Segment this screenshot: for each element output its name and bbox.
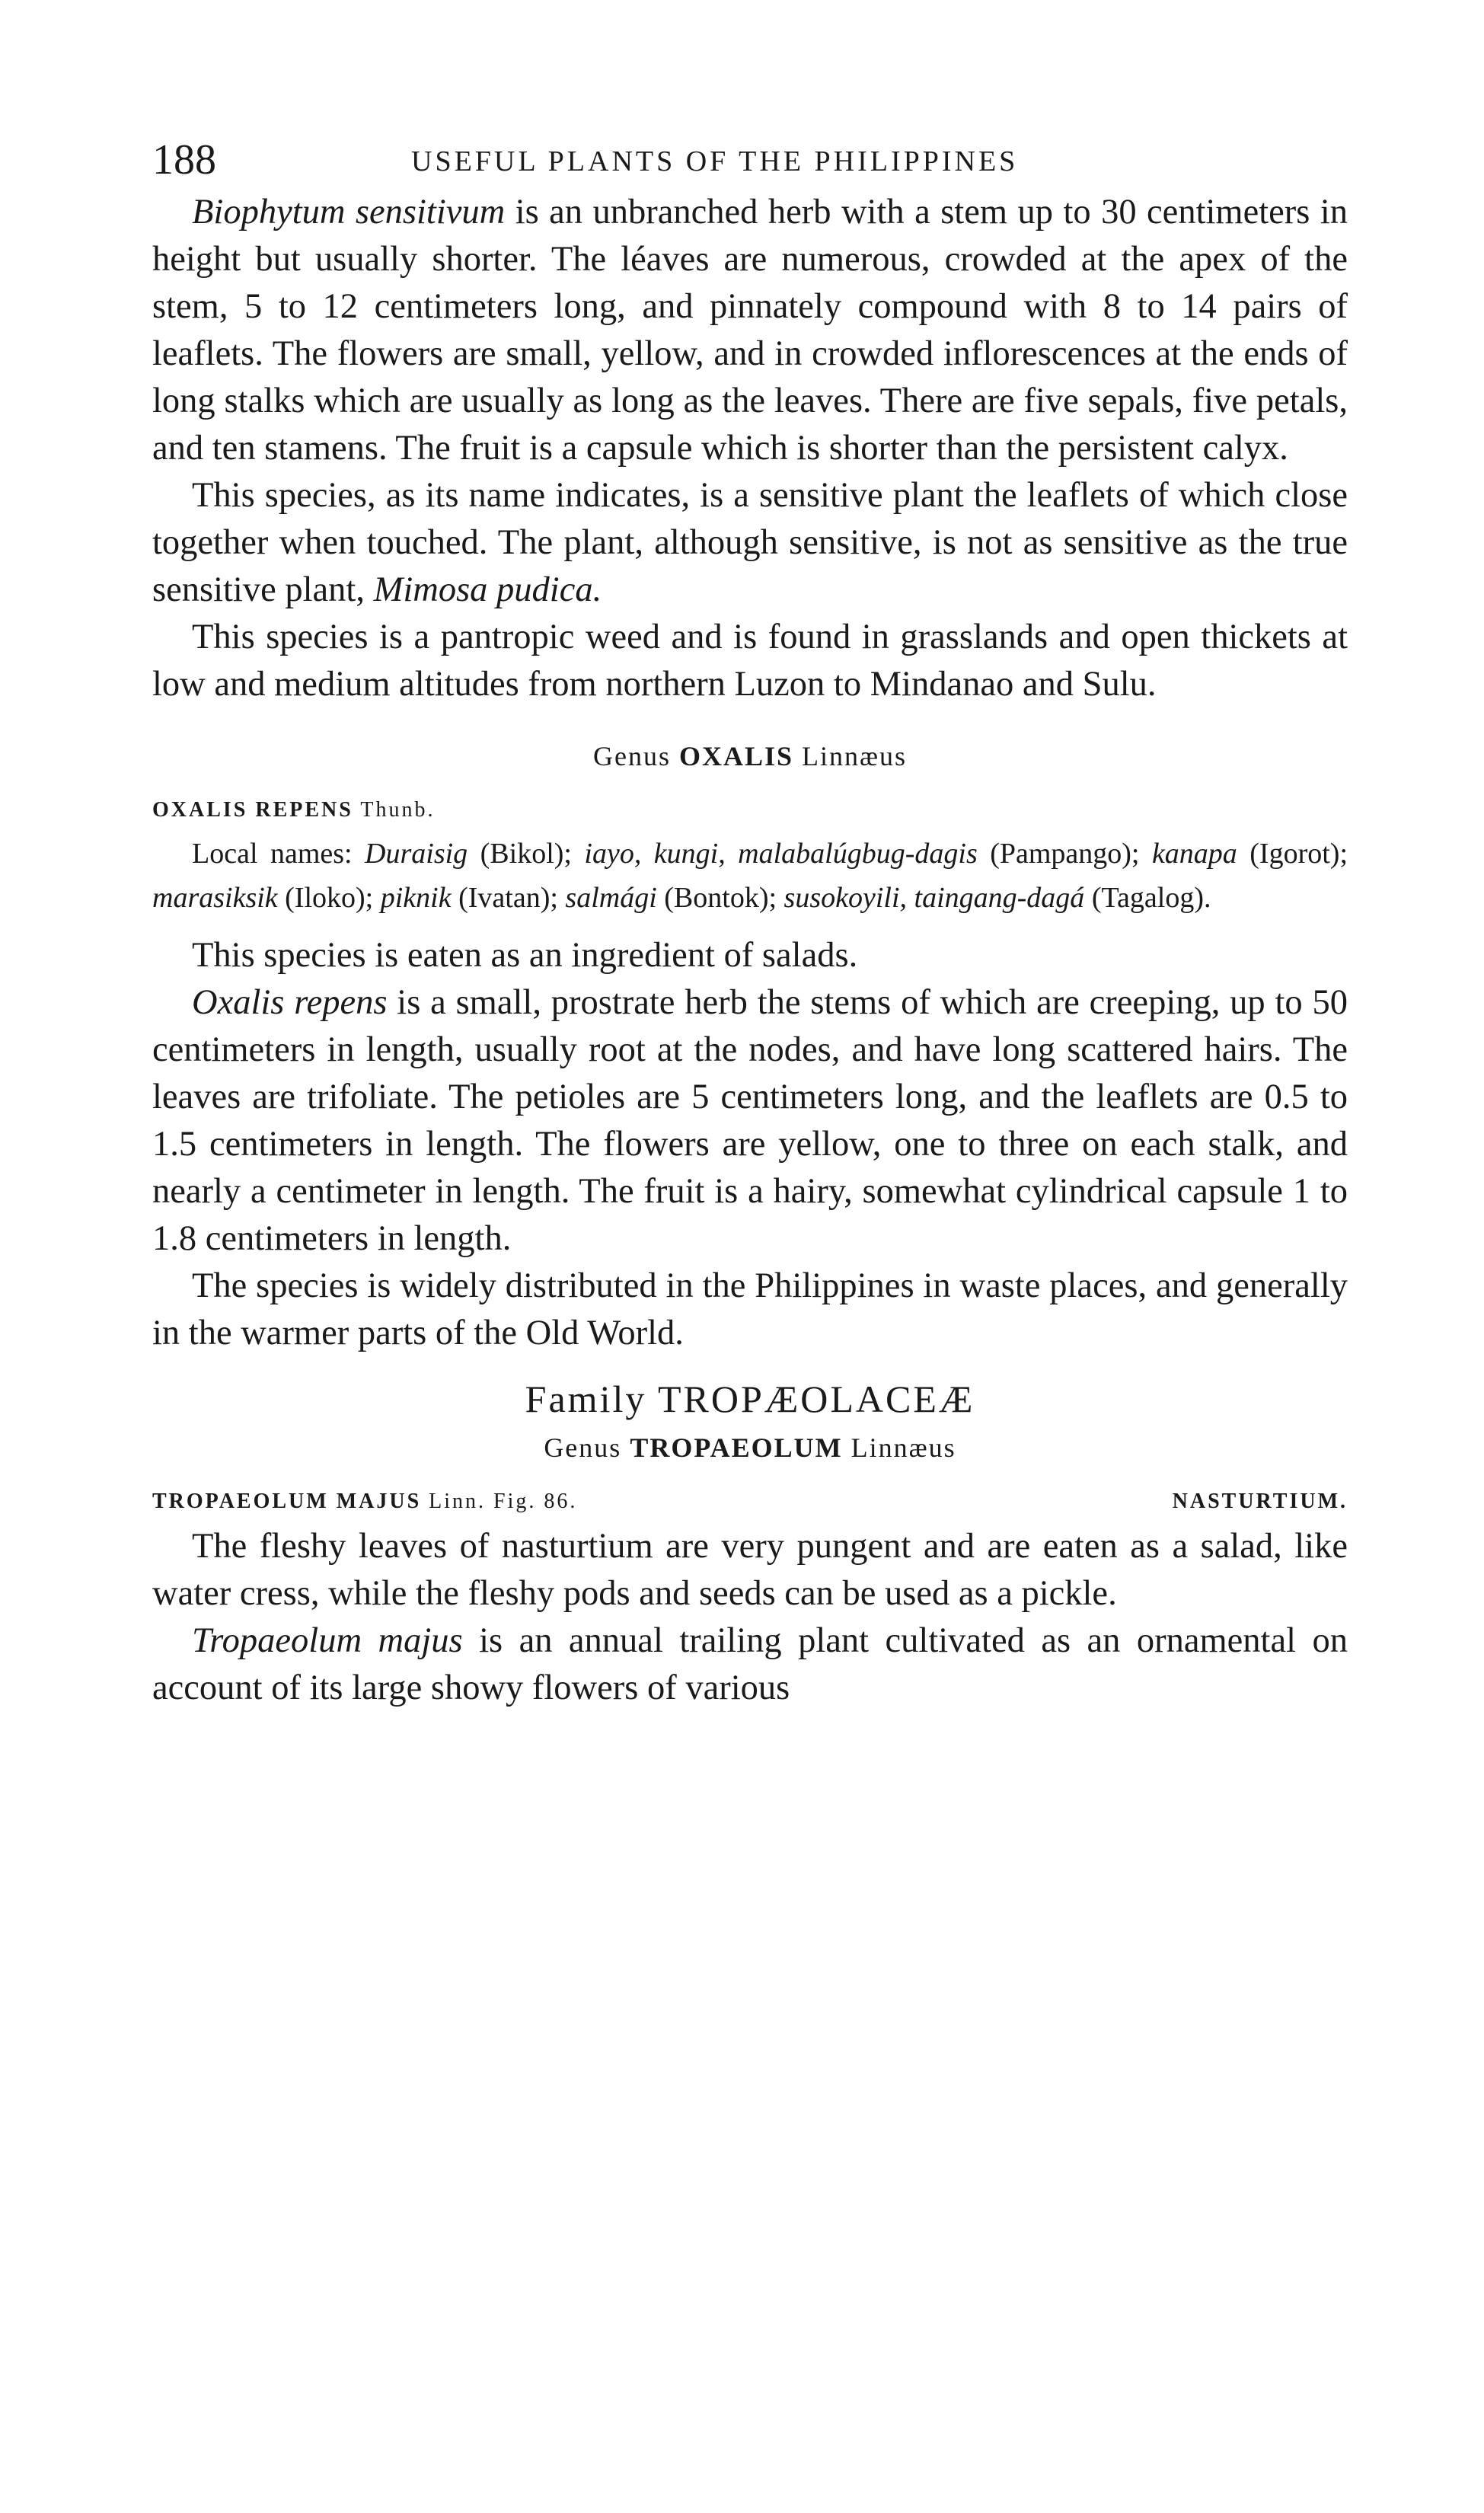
species-name: Oxalis repens xyxy=(192,983,388,1022)
oxalis-distribution: The species is widely distributed in the Philippines in waste places, and generally in the warmer parts of the Old World. xyxy=(152,1266,1348,1352)
species-name: Mimosa pudica. xyxy=(373,570,602,609)
paragraph-text: is an unbranched herb with a stem up to 30 centimeters in height but usually shorter. The léaves are numerous, crowded at the apex of the stem, 5 to 12 centimeters long, and pinnately compound with 8 to 14 pairs of leaflets. The flowers are small, yellow, and in crowded inflorescences at the ends of long stalks which are usually as long as the leaves. There are five sepals, five petals, and ten stamens. The fruit is a capsule which is shorter than the persistent calyx. xyxy=(152,193,1348,468)
genus-name: TROPAEOLUM xyxy=(630,1432,843,1463)
species-title: TROPAEOLUM MAJUS xyxy=(152,1490,422,1513)
paragraph-text: This species, as its name indicates, is a sensitive plant the leaflets of which close together when touched. The plant, although sensitive, is not as sensitive as the true sensitive plant, xyxy=(152,476,1348,609)
biophytum-distribution: This species is a pantropic weed and is found in grasslands and open thickets at low and medium altitudes from northern Luzon to Mindanao and Sulu. xyxy=(152,618,1348,704)
biophytum-description xyxy=(152,189,1348,472)
paragraph-text: is an annual trailing plant cultivated as an ornamental on account of its large showy flowers of various xyxy=(152,1621,1348,1707)
oxalis-description xyxy=(152,979,1348,1263)
running-head: USEFUL PLANTS OF THE PHILIPPINES xyxy=(411,145,1019,177)
genus-name: OXALIS xyxy=(678,741,794,771)
page-number: 188 xyxy=(152,136,216,184)
page-header xyxy=(152,114,1348,184)
biophytum-sensitivity xyxy=(152,472,1348,614)
genus-heading-oxalis: Genus OXALIS Linnæus xyxy=(592,741,908,771)
family-name: TROPÆOLACEÆ xyxy=(657,1378,975,1420)
local-names: Local names: Duraisig (Bikol); iayo, kungi, malabalúgbug-dagis (Pampango); kanapa (Igorot); marasiksik (Iloko); piknik (Ivatan); salmági (Bontok); susokoyili, taingang-dagá (Tagalog). xyxy=(152,838,1348,914)
species-name: Tropaeolum majus xyxy=(192,1621,463,1660)
oxalis-use: This species is eaten as an ingredient of salads. xyxy=(192,936,858,975)
tropaeolum-description xyxy=(152,1617,1348,1712)
genus-heading-tropaeolum: Genus TROPAEOLUM Linnæus xyxy=(544,1432,956,1463)
paragraph-text: is a small, prostrate herb the stems of which are creeping, up to 50 centimeters in length, usually root at the nodes, and have long scattered hairs. The leaves are trifoliate. The petioles are 5 centimeters long, and the leaflets are 0.5 to 1.5 centimeters in length. The flowers are yellow, one to three on each stalk, and nearly a centimeter in length. The fruit is a hairy, somewhat cylindrical capsule 1 to 1.8 centimeters in length. xyxy=(152,983,1348,1258)
species-title: OXALIS REPENS xyxy=(152,798,353,822)
tropaeolum-use: The fleshy leaves of nasturtium are very pungent and are eaten as a salad, like water cress, while the fleshy pods and seeds can be used as a pickle. xyxy=(152,1527,1348,1613)
common-name: NASTURTIUM. xyxy=(1172,1490,1348,1513)
species-name: Biophytum sensitivum xyxy=(192,193,506,232)
species-heading-oxalis: OXALIS REPENS Thunb. xyxy=(152,798,436,822)
book-page xyxy=(152,114,1348,1712)
species-heading-tropaeolum: TROPAEOLUM MAJUS Linn. Fig. 86. NASTURTIUM. xyxy=(152,1480,1348,1523)
family-heading: Family TROPÆOLACEÆ xyxy=(525,1378,975,1420)
